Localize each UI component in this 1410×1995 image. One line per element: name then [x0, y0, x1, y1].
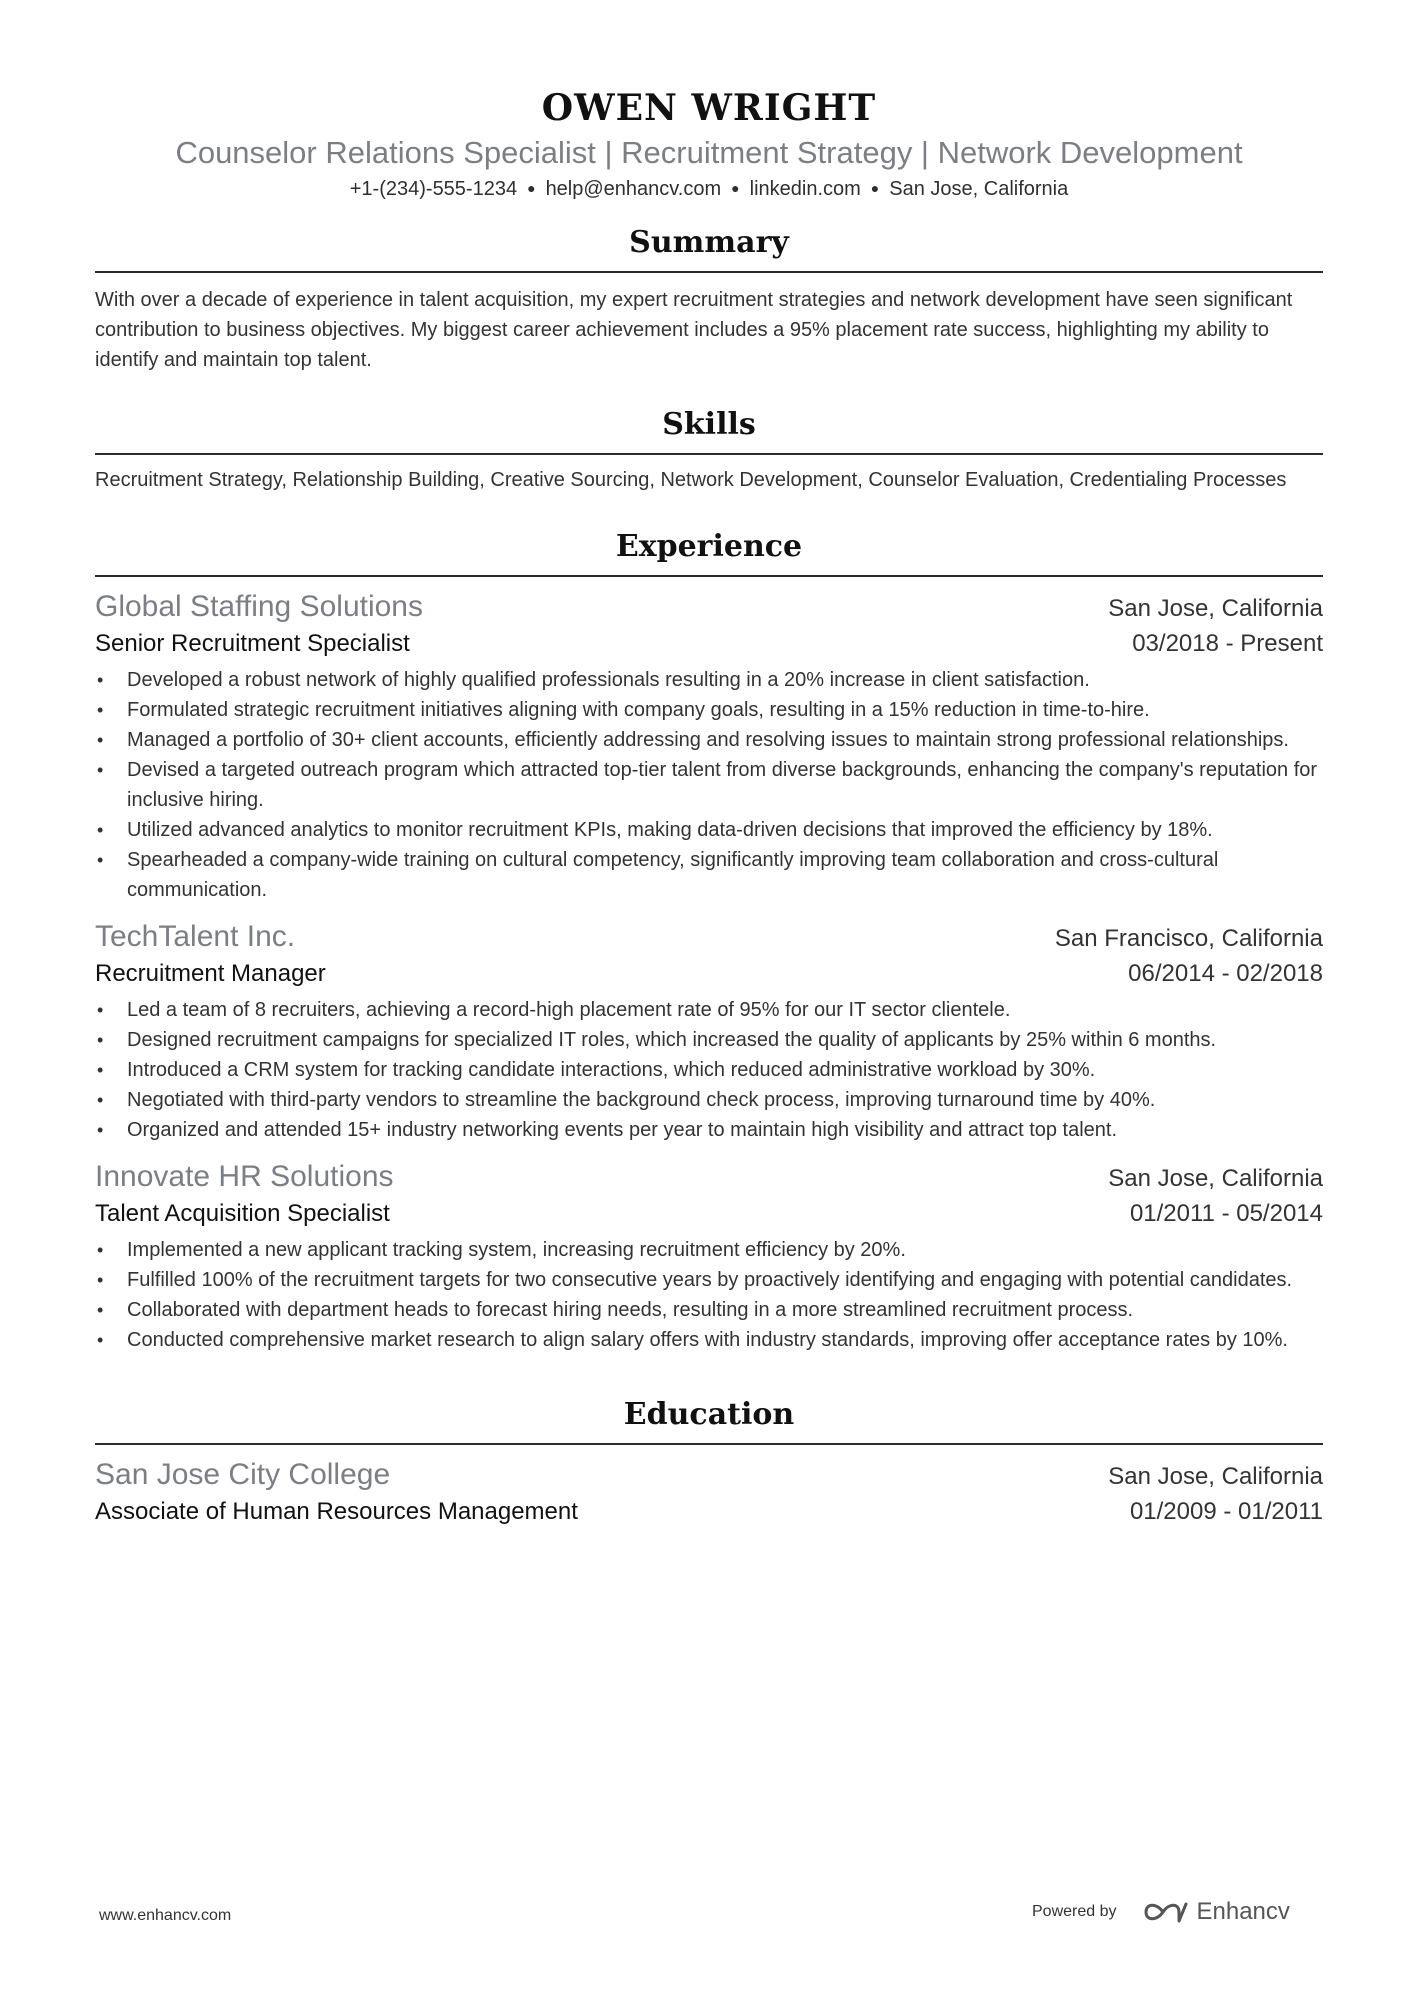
list-item: • Formulated strategic recruitment initiatives aligning with company goals, resulting in a 15% reduction in time-to-hire.: [95, 695, 1323, 725]
contact-phone[interactable]: +1-(234)-555-1234: [349, 178, 518, 200]
education-degree: Associate of Human Resources Management: [95, 1498, 578, 1525]
experience-title: Experience: [615, 529, 803, 564]
job-role: Recruitment Manager: [95, 960, 326, 987]
candidate-name: OWEN WRIGHT: [541, 87, 877, 129]
resume-page: [95, 0, 1323, 1529]
resume-header: [95, 0, 1323, 203]
list-item: • Managed a portfolio of 30+ client accounts, efficiently addressing and resolving issues to maintain strong professional relationships.: [95, 725, 1323, 755]
brand-name: Enhancv: [1196, 1898, 1290, 1925]
separator-dot: ●: [870, 180, 880, 196]
list-item: • Introduced a CRM system for tracking candidate interactions, which reduced administrative workload by 30%.: [95, 1055, 1323, 1085]
contact-email[interactable]: help@enhancv.com: [545, 178, 722, 200]
powered-by-label: Powered by: [1032, 1903, 1117, 1920]
separator-dot: ●: [731, 180, 740, 196]
section-divider: [95, 1443, 1323, 1445]
job-location: San Jose, California: [1108, 595, 1323, 622]
skills-title: Skills: [662, 407, 756, 442]
contact-location: San Jose, California: [889, 178, 1069, 200]
list-item: • Led a team of 8 recruiters, achieving a record-high placement rate of 95% for our IT sector clientele.: [95, 995, 1323, 1025]
list-item: • Negotiated with third-party vendors to streamline the background check process, improving turnaround time by 40%.: [95, 1085, 1323, 1115]
separator-dot: ●: [527, 180, 536, 196]
list-item: • Conducted comprehensive market research to align salary offers with industry standards, improving offer acceptance rates by 10%.: [95, 1325, 1323, 1355]
candidate-tagline: Counselor Relations Specialist | Recruitment Strategy | Network Development: [175, 135, 1243, 170]
job-role: Talent Acquisition Specialist: [95, 1200, 390, 1227]
contact-line: [95, 174, 1323, 203]
job-bullets: [95, 1235, 1323, 1355]
education-entry: [95, 1455, 1323, 1529]
job-entry: [95, 917, 1323, 1145]
job-location: San Jose, California: [1108, 1165, 1323, 1192]
summary-text: With over a decade of experience in talent acquisition, my expert recruitment strategies and network development have seen significant contribution to business objectives. My biggest career achievement includes a 95% placement rate success, highlighting my ability to identify and maintain top talent.: [95, 289, 1293, 371]
job-dates: 06/2014 - 02/2018: [1128, 960, 1323, 987]
skills-text: Recruitment Strategy, Relationship Building, Creative Sourcing, Network Development, Counselor Evaluation, Credentialing Processes: [95, 469, 1287, 491]
job-bullets: [95, 665, 1323, 905]
education-school: San Jose City College: [95, 1458, 391, 1491]
list-item: • Organized and attended 15+ industry networking events per year to maintain high visibility and attract top talent.: [95, 1115, 1323, 1145]
job-entry: [95, 1157, 1323, 1355]
footer-website[interactable]: www.enhancv.com: [99, 1907, 232, 1924]
job-dates: 03/2018 - Present: [1132, 630, 1323, 657]
list-item: • Developed a robust network of highly qualified professionals resulting in a 20% increase in client satisfaction.: [95, 665, 1323, 695]
job-dates: 01/2011 - 05/2014: [1129, 1200, 1323, 1227]
list-item: • Collaborated with department heads to forecast hiring needs, resulting in a more streamlined recruitment process.: [95, 1295, 1323, 1325]
job-entry: [95, 587, 1323, 905]
education-dates: 01/2009 - 01/2011: [1129, 1498, 1323, 1525]
job-location: San Francisco, California: [1054, 925, 1323, 952]
education-section: [95, 1395, 1323, 1529]
list-item: • Utilized advanced analytics to monitor recruitment KPIs, making data-driven decisions that improved the efficiency by 18%.: [95, 815, 1323, 845]
footer-branding: [1032, 1898, 1290, 1926]
education-location: San Jose, California: [1108, 1463, 1323, 1490]
list-item: • Fulfilled 100% of the recruitment targets for two consecutive years by proactively identifying and engaging with potential candidates.: [95, 1265, 1323, 1295]
experience-section: [95, 527, 1323, 1355]
summary-section: [95, 223, 1323, 375]
job-company: TechTalent Inc.: [95, 920, 296, 953]
list-item: • Designed recruitment campaigns for specialized IT roles, which increased the quality of applicants by 25% within 6 months.: [95, 1025, 1323, 1055]
section-divider: [95, 271, 1323, 273]
summary-title: Summary: [629, 225, 789, 260]
job-company: Global Staffing Solutions: [95, 590, 423, 623]
section-divider: [95, 575, 1323, 577]
job-role: Senior Recruitment Specialist: [95, 630, 410, 657]
brand-link[interactable]: [1143, 1898, 1290, 1926]
skills-section: [95, 405, 1323, 493]
list-item: • Spearheaded a company-wide training on cultural competency, significantly improving team collaboration and cross-cultural communication.: [95, 845, 1323, 905]
job-bullets: [95, 995, 1323, 1145]
job-company: Innovate HR Solutions: [95, 1160, 394, 1193]
enhancv-logo-icon: [1143, 1900, 1189, 1924]
education-title: Education: [623, 1397, 795, 1432]
section-divider: [95, 453, 1323, 455]
contact-linkedin[interactable]: linkedin.com: [749, 178, 861, 200]
list-item: • Devised a targeted outreach program which attracted top-tier talent from diverse backgrounds, enhancing the company's reputation for inclusive hiring.: [95, 755, 1323, 815]
list-item: • Implemented a new applicant tracking system, increasing recruitment efficiency by 20%.: [95, 1235, 1323, 1265]
